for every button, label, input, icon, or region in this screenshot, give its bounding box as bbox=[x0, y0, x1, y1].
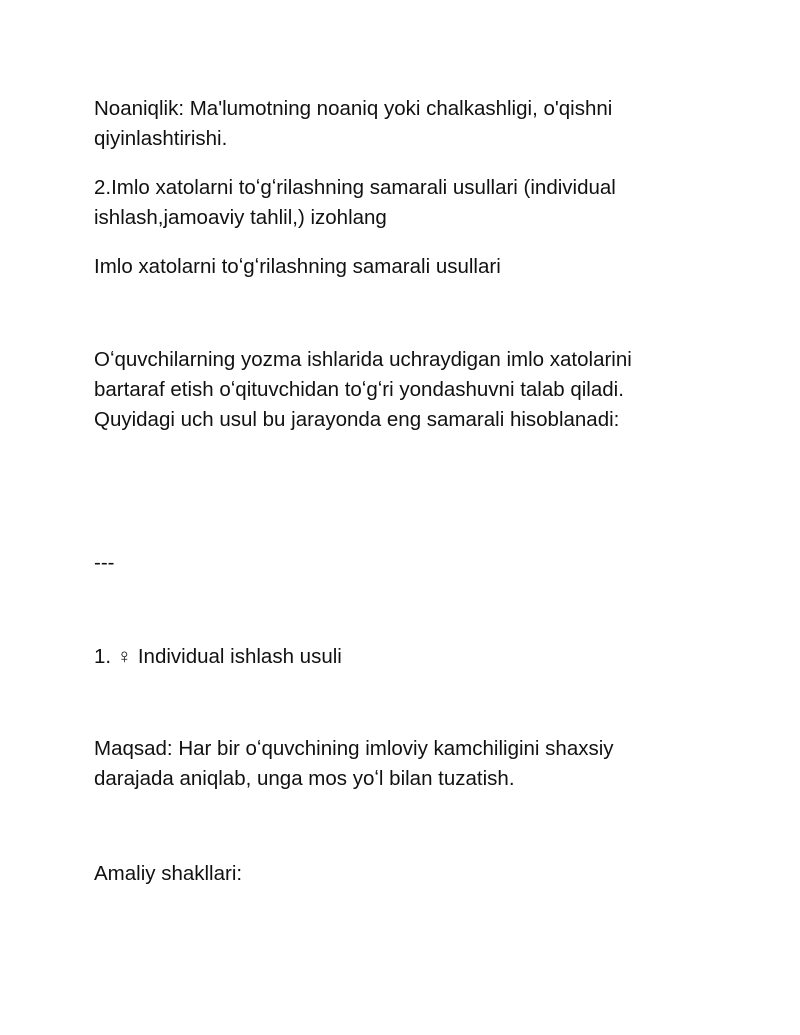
paragraph-heading-methods: Imlo xatolarni toʻgʻrilashning samarali usullari bbox=[94, 255, 501, 278]
separator-line: --- bbox=[94, 551, 115, 574]
paragraph-maqsad: Maqsad: Har bir oʻquvchining imloviy kamchiligini shaxsiy darajada aniqlab, unga mos yoʻl bilan tuzatish. bbox=[94, 737, 614, 790]
section-heading-individual: 1. ♀ Individual ishlash usuli bbox=[94, 645, 342, 668]
paragraph-amaliy-shakllari: Amaliy shakllari: bbox=[94, 862, 243, 885]
paragraph-noaniqlik: Noaniqlik: Ma'lumotning noaniq yoki chalkashligi, o'qishni qiyinlashtirishi. bbox=[94, 97, 613, 150]
paragraph-intro: Oʻquvchilarning yozma ishlarida uchraydigan imlo xatolarini bartaraf etish oʻqituvchidan toʻgʻri yondashuvni talab qiladi. Quyidagi uch usul bu jarayonda eng samarali hisoblanadi: bbox=[94, 348, 632, 431]
paragraph-question-2: 2.Imlo xatolarni toʻgʻrilashning samarali usullari (individual ishlash,jamoaviy tahlil,) izohlang bbox=[94, 176, 616, 229]
